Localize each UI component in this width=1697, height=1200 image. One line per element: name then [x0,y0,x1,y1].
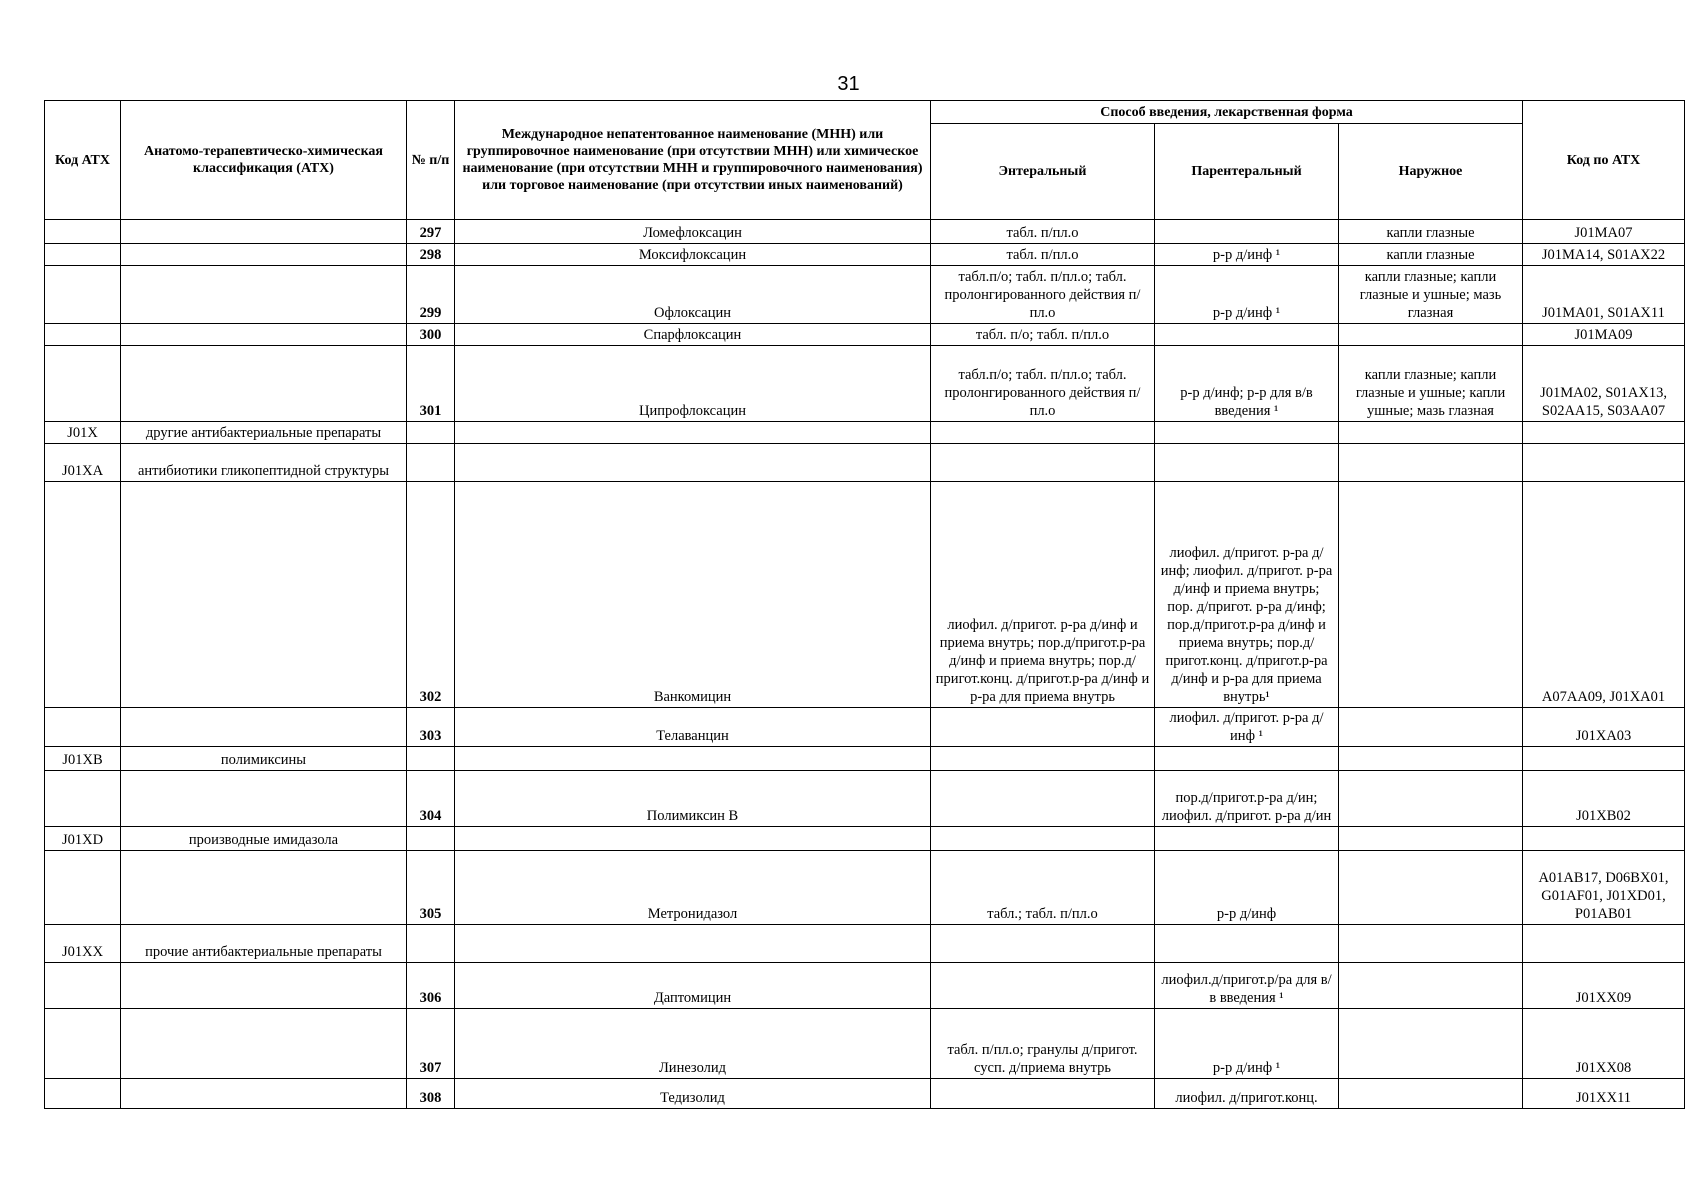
parenteral-form [1155,747,1339,771]
table-row [45,925,1685,963]
atx-code: J01XX11 [1523,1079,1685,1109]
atx-group-code: J01XA [45,444,121,482]
enteral-form [931,1079,1155,1109]
enteral-form: табл. п/пл.о [931,244,1155,266]
atx-group-code [45,244,121,266]
enteral-form: табл.п/о; табл. п/пл.о; табл. пролонгированного действия п/пл.о [931,266,1155,324]
enteral-form: табл. п/пл.о; гранулы д/пригот. сусп. д/приема внутрь [931,1009,1155,1079]
atx-code [1523,747,1685,771]
external-form: капли глазные; капли глазные и ушные; капли ушные; мазь глазная [1339,346,1523,422]
enteral-form [931,827,1155,851]
atx-code [1523,444,1685,482]
classification-name [121,244,407,266]
parenteral-form [1155,324,1339,346]
classification-name: другие антибактериальные препараты [121,422,407,444]
row-number: 308 [407,1079,455,1109]
table-row [45,444,1685,482]
enteral-form [931,422,1155,444]
table-row [45,1079,1685,1109]
parenteral-form: р-р д/инф ¹ [1155,244,1339,266]
classification-name: прочие антибактериальные препараты [121,925,407,963]
atx-group-code [45,708,121,747]
parenteral-form: лиофил. д/пригот. р-ра д/инф; лиофил. д/пригот. р-ра д/инф и приема внутрь; пор. д/пригот. р-ра д/инф; пор.д/пригот.р-ра д/инф и приема внутрь; пор.д/пригот.конц. д/пригот.р-ра д/инф и р-ра для приема внутрь¹ [1155,482,1339,708]
parenteral-form [1155,422,1339,444]
parenteral-form [1155,925,1339,963]
parenteral-form: пор.д/пригот.р-ра д/ин; лиофил. д/пригот. р-ра д/ин [1155,771,1339,827]
header-number: № п/п [407,101,455,220]
external-form: капли глазные [1339,220,1523,244]
classification-name [121,708,407,747]
row-number [407,444,455,482]
atx-code: J01XX08 [1523,1009,1685,1079]
inn-name: Полимиксин В [455,771,931,827]
table-row [45,963,1685,1009]
classification-name [121,324,407,346]
atx-group-code: J01XD [45,827,121,851]
inn-name: Ломефлоксацин [455,220,931,244]
inn-name: Линезолид [455,1009,931,1079]
table-row [45,482,1685,708]
parenteral-form [1155,220,1339,244]
atx-group-code [45,324,121,346]
row-number: 301 [407,346,455,422]
external-form [1339,827,1523,851]
atx-code: J01MA14, S01AX22 [1523,244,1685,266]
row-number: 300 [407,324,455,346]
row-number: 307 [407,1009,455,1079]
classification-name [121,1009,407,1079]
atx-code [1523,925,1685,963]
inn-name: Офлоксацин [455,266,931,324]
enteral-form [931,925,1155,963]
row-number: 299 [407,266,455,324]
header-atx-code: Код по АТХ [1523,101,1685,220]
header-route-group: Способ введения, лекарственная форма [931,101,1523,124]
classification-name: антибиотики гликопептидной структуры [121,444,407,482]
atx-group-code [45,851,121,925]
table-row [45,324,1685,346]
atx-group-code [45,1009,121,1079]
external-form [1339,747,1523,771]
external-form [1339,851,1523,925]
atx-group-code: J01X [45,422,121,444]
table-body [45,220,1685,1109]
header-code-atx: Код АТХ [45,101,121,220]
enteral-form [931,771,1155,827]
table-row [45,346,1685,422]
page-number: 31 [837,73,860,95]
external-form [1339,444,1523,482]
external-form [1339,324,1523,346]
header-inn: Международное непатентованное наименование (МНН) или группировочное наименование (при отсутствии МНН) или химическое наименование (при отсутствии МНН и группировочного наименования) или торговое наименование (при отсутствии иных наименований) [455,101,931,220]
atx-group-code [45,266,121,324]
atx-group-code: J01XB [45,747,121,771]
table-row [45,771,1685,827]
external-form [1339,708,1523,747]
row-number [407,422,455,444]
external-form [1339,422,1523,444]
enteral-form [931,963,1155,1009]
enteral-form: табл. п/пл.о [931,220,1155,244]
table-row [45,422,1685,444]
row-number: 304 [407,771,455,827]
external-form: капли глазные [1339,244,1523,266]
atx-group-code [45,1079,121,1109]
header-parenteral: Парентеральный [1155,124,1339,220]
external-form [1339,482,1523,708]
parenteral-form: р-р д/инф ¹ [1155,1009,1339,1079]
atx-code: J01XX09 [1523,963,1685,1009]
external-form [1339,1079,1523,1109]
inn-name: Телаванцин [455,708,931,747]
classification-name: производные имидазола [121,827,407,851]
inn-name: Ванкомицин [455,482,931,708]
inn-name [455,422,931,444]
atx-code [1523,422,1685,444]
row-number: 302 [407,482,455,708]
external-form [1339,771,1523,827]
external-form [1339,925,1523,963]
inn-name [455,444,931,482]
parenteral-form: р-р д/инф; р-р для в/в введения ¹ [1155,346,1339,422]
atx-code: J01XA03 [1523,708,1685,747]
enteral-form [931,444,1155,482]
external-form [1339,1009,1523,1079]
row-number: 306 [407,963,455,1009]
row-number [407,925,455,963]
atx-code [1523,827,1685,851]
atx-code: J01MA01, S01AX11 [1523,266,1685,324]
header-external: Наружное [1339,124,1523,220]
parenteral-form: р-р д/инф [1155,851,1339,925]
inn-name: Моксифлоксацин [455,244,931,266]
classification-name [121,346,407,422]
table-row [45,827,1685,851]
row-number: 305 [407,851,455,925]
table-row [45,220,1685,244]
classification-name [121,482,407,708]
row-number: 303 [407,708,455,747]
atx-group-code [45,346,121,422]
classification-name [121,1079,407,1109]
inn-name: Даптомицин [455,963,931,1009]
table-row [45,244,1685,266]
enteral-form: табл.; табл. п/пл.о [931,851,1155,925]
classification-name [121,771,407,827]
header-classification: Анатомо-терапевтическо-химическая классификация (АТХ) [121,101,407,220]
classification-name [121,963,407,1009]
inn-name: Ципрофлоксацин [455,346,931,422]
atx-code: A01AB17, D06BX01, G01AF01, J01XD01, P01AB01 [1523,851,1685,925]
header-enteral: Энтеральный [931,124,1155,220]
parenteral-form: лиофил. д/пригот. р-ра д/инф ¹ [1155,708,1339,747]
inn-name [455,747,931,771]
atx-code: J01MA07 [1523,220,1685,244]
atx-group-code [45,963,121,1009]
enteral-form [931,747,1155,771]
atx-code: J01MA02, S01AX13, S02AA15, S03AA07 [1523,346,1685,422]
medicines-table [44,100,1685,1109]
parenteral-form [1155,827,1339,851]
external-form: капли глазные; капли глазные и ушные; мазь глазная [1339,266,1523,324]
classification-name [121,851,407,925]
table-row [45,747,1685,771]
classification-name: полимиксины [121,747,407,771]
parenteral-form: р-р д/инф ¹ [1155,266,1339,324]
atx-code: J01XB02 [1523,771,1685,827]
parenteral-form: лиофил. д/пригот.конц. [1155,1079,1339,1109]
table-row [45,708,1685,747]
atx-group-code [45,771,121,827]
classification-name [121,220,407,244]
row-number [407,827,455,851]
inn-name [455,925,931,963]
atx-group-code [45,482,121,708]
enteral-form [931,708,1155,747]
row-number [407,747,455,771]
atx-code: A07AA09, J01XA01 [1523,482,1685,708]
atx-group-code: J01XX [45,925,121,963]
classification-name [121,266,407,324]
enteral-form: табл.п/о; табл. п/пл.о; табл. пролонгированного действия п/пл.о [931,346,1155,422]
table-row [45,1009,1685,1079]
atx-code: J01MA09 [1523,324,1685,346]
inn-name: Тедизолид [455,1079,931,1109]
table-row [45,266,1685,324]
parenteral-form: лиофил.д/пригот.р/ра для в/в введения ¹ [1155,963,1339,1009]
enteral-form: лиофил. д/пригот. р-ра д/инф и приема внутрь; пор.д/пригот.р-ра д/инф и приема внутрь; пор.д/пригот.конц. д/пригот.р-ра д/инф и р-ра для приема внутрь [931,482,1155,708]
inn-name: Спарфлоксацин [455,324,931,346]
external-form [1339,963,1523,1009]
table-row [45,851,1685,925]
row-number: 298 [407,244,455,266]
parenteral-form [1155,444,1339,482]
inn-name: Метронидазол [455,851,931,925]
atx-group-code [45,220,121,244]
enteral-form: табл. п/о; табл. п/пл.о [931,324,1155,346]
inn-name [455,827,931,851]
row-number: 297 [407,220,455,244]
